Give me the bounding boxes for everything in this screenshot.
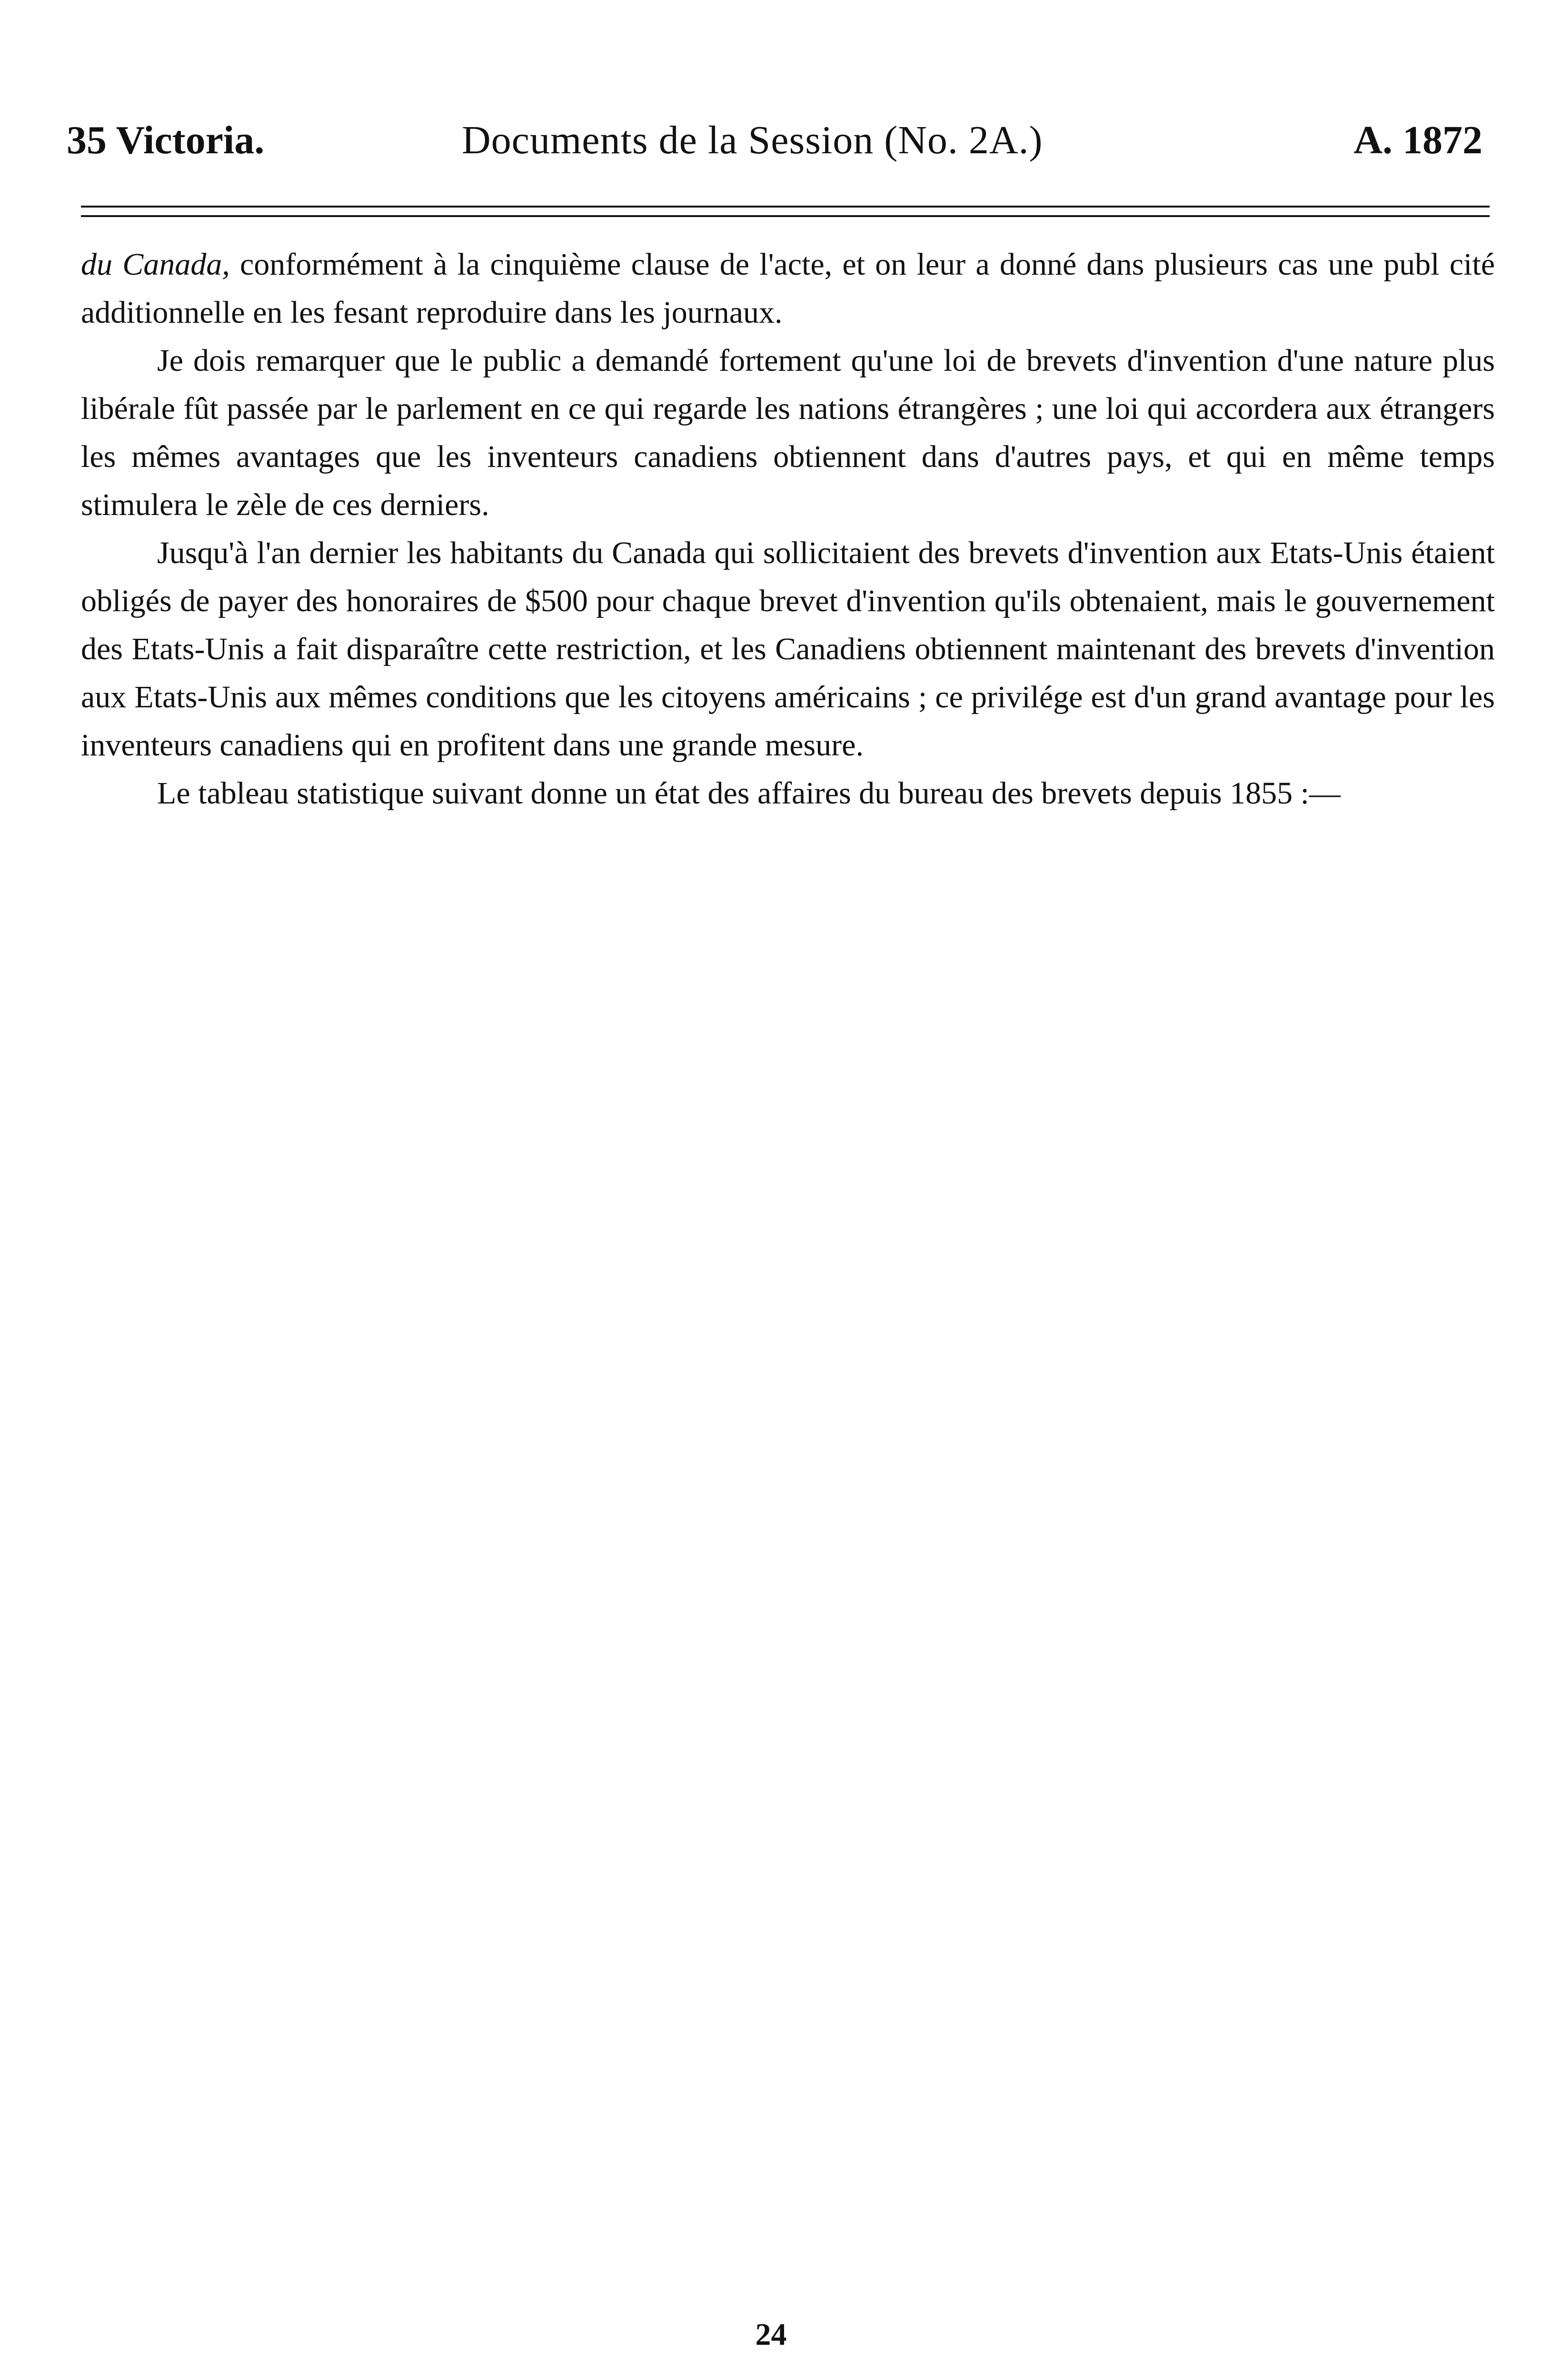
paragraph-2 bbox=[81, 337, 1495, 529]
body-text bbox=[81, 240, 1495, 817]
paragraph-1 bbox=[81, 240, 1495, 337]
paragraph-3 bbox=[81, 529, 1495, 769]
paragraph-4 bbox=[81, 769, 1495, 817]
paragraph-2-text: Je dois remarquer que le public a demandé fortement qu'une loi de brevets d'invention d'une nature plus libérale fût passée par le parlement en ce qui regarde les nations étrangères ; une loi qui accordera aux étrangers les mêmes avantages que les inventeurs canadiens obtiennent dans d'autres pays, et qui en même temps stimulera le zèle de ces derniers. bbox=[81, 343, 1495, 522]
header-year: A. 1872 bbox=[1353, 118, 1482, 162]
paragraph-4-text: Le tableau statistique suivant donne un état des affaires du bureau des brevets depuis 1855 :— bbox=[157, 776, 1341, 811]
paragraph-3-text: Jusqu'à l'an dernier les habitants du Canada qui sollicitaient des brevets d'invention aux Etats-Unis étaient obligés de payer des honoraires de $500 pour chaque brevet d'invention qu'ils obtenaient, mais le gouvernement des Etats-Unis a fait disparaître cette restriction, et les Canadiens obtiennent maintenant des brevets d'invention aux Etats-Unis aux mêmes conditions que les citoyens américains ; ce privilége est d'un grand avantage pour les inventeurs canadiens qui en profitent dans une grande mesure. bbox=[81, 536, 1495, 763]
page-number: 24 bbox=[755, 2317, 787, 2352]
header-session-year: 35 Victoria. bbox=[67, 118, 265, 162]
header-document-title: Documents de la Session (No. 2A.) bbox=[462, 118, 1043, 162]
header-rule-top bbox=[81, 206, 1490, 208]
paragraph-1-italic-lead: du Canada, bbox=[81, 247, 230, 282]
paragraph-1-text: conformément à la cinquième clause de l'acte, et on leur a donné dans plusieurs cas une publ cité additionnelle en les fesant reproduire dans les journaux. bbox=[81, 247, 1495, 330]
header-rule-bottom bbox=[81, 215, 1490, 217]
page-header bbox=[62, 112, 1482, 169]
